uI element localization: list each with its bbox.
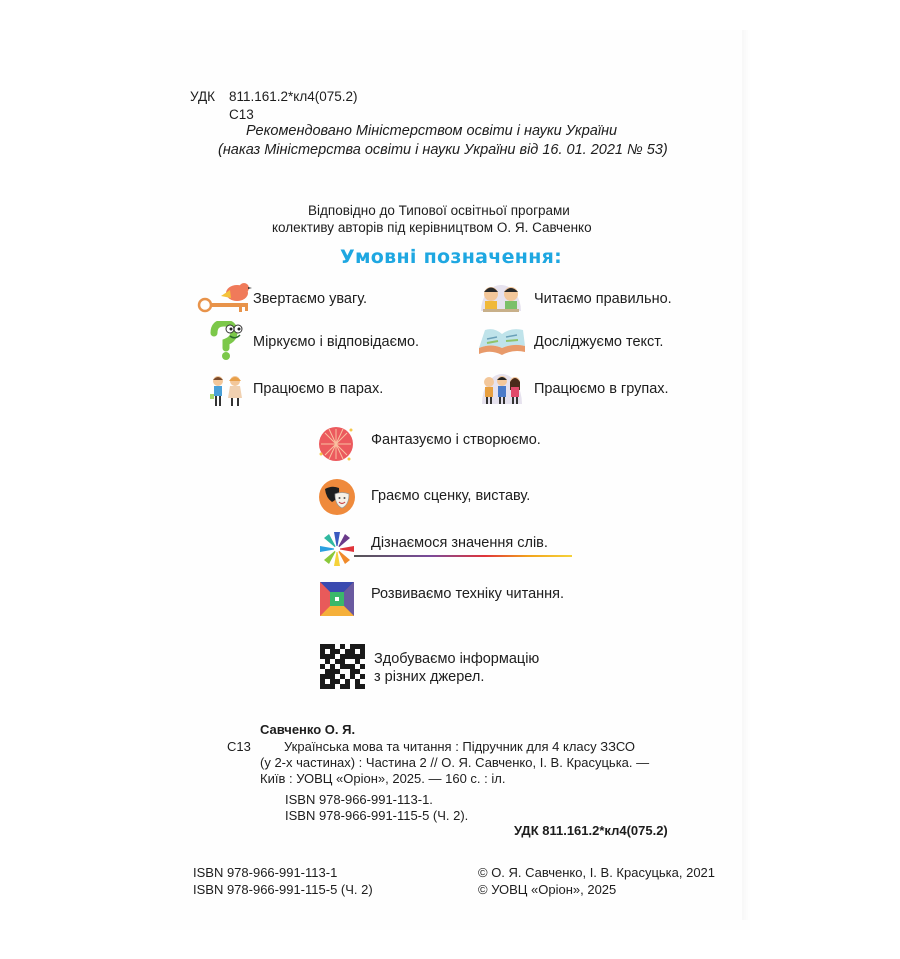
open-book-icon xyxy=(477,326,527,360)
author-mark: С13 xyxy=(229,107,254,122)
legend-label-think-answer: Міркуємо і відповідаємо. xyxy=(253,334,420,350)
footer-isbn-1: ISBN 978-966-991-113-1 xyxy=(193,865,338,880)
page-edge-shadow xyxy=(742,30,748,920)
legend-label-word-meanings: Дізнаємося значення слів. xyxy=(371,535,548,551)
colorful-star-icon xyxy=(318,530,356,568)
legend-label-groups: Працюємо в групах. xyxy=(534,381,669,397)
bibliography-author: Савченко О. Я. xyxy=(260,722,356,737)
fantasy-circle-icon xyxy=(316,424,356,464)
legend-label-explore-text: Досліджуємо текст. xyxy=(534,334,664,350)
udk-label: УДК xyxy=(190,89,215,104)
reading-kids-icon xyxy=(478,281,524,315)
qr-module xyxy=(360,684,365,689)
legend-title: Умовні позначення: xyxy=(340,246,563,268)
pair-kids-icon xyxy=(209,374,245,408)
bibliography-isbn-2: ISBN 978-966-991-115-5 (Ч. 2). xyxy=(285,808,469,823)
footer-copyright-publisher: © УОВЦ «Оріон», 2025 xyxy=(478,882,617,897)
bird-key-icon xyxy=(197,280,253,316)
legend-label-reading-technique: Розвиваємо техніку читання. xyxy=(371,586,565,602)
theater-masks-icon xyxy=(318,478,356,516)
program-line-2: колективу авторів під керівництвом О. Я. Савченко xyxy=(272,220,592,235)
footer-copyright-authors: © О. Я. Савченко, І. В. Красуцька, 2021 xyxy=(478,865,716,880)
qr-code-icon xyxy=(320,644,365,689)
bibliography-line-2: (у 2-х частинах) : Частина 2 // О. Я. Савченко, І. В. Красуцька. — xyxy=(260,755,650,770)
footer-isbn-2: ISBN 978-966-991-115-5 (Ч. 2) xyxy=(193,882,373,897)
legend-label-read-correctly: Читаємо правильно. xyxy=(534,291,672,307)
program-line-1: Відповідно до Типової освітньої програми xyxy=(308,203,570,218)
question-mark-icon xyxy=(208,321,244,361)
legend-label-fantasy: Фантазуємо і створюємо. xyxy=(371,432,541,448)
legend-label-theater: Граємо сценку, виставу. xyxy=(371,488,531,504)
bibliography-mark: С13 xyxy=(227,739,251,754)
bibliography-line-1: Українська мова та читання : Підручник для 4 класу ЗЗСО xyxy=(284,739,636,754)
group-kids-icon xyxy=(480,370,524,410)
bibliography-udk: УДК 811.161.2*кл4(075.2) xyxy=(514,823,668,838)
book-page xyxy=(150,30,750,930)
legend-label-information-line-2: з різних джерел. xyxy=(374,669,485,685)
legend-label-pairs: Працюємо в парах. xyxy=(253,381,384,397)
udk-code: 811.161.2*кл4(075.2) xyxy=(229,89,358,104)
colorful-square-icon xyxy=(320,582,354,616)
ministry-order-text: (наказ Міністерства освіти і науки України від 16. 01. 2021 № 53) xyxy=(218,142,668,158)
legend-label-attention: Звертаємо увагу. xyxy=(253,291,368,307)
rainbow-underline xyxy=(354,555,572,557)
bibliography-line-3: Київ : УОВЦ «Оріон», 2025. — 160 с. : іл. xyxy=(260,771,506,786)
recommendation-text: Рекомендовано Міністерством освіти і науки України xyxy=(246,123,618,139)
bibliography-isbn-1: ISBN 978-966-991-113-1. xyxy=(285,792,433,807)
legend-label-information-line-1: Здобуваємо інформацію xyxy=(374,651,540,667)
